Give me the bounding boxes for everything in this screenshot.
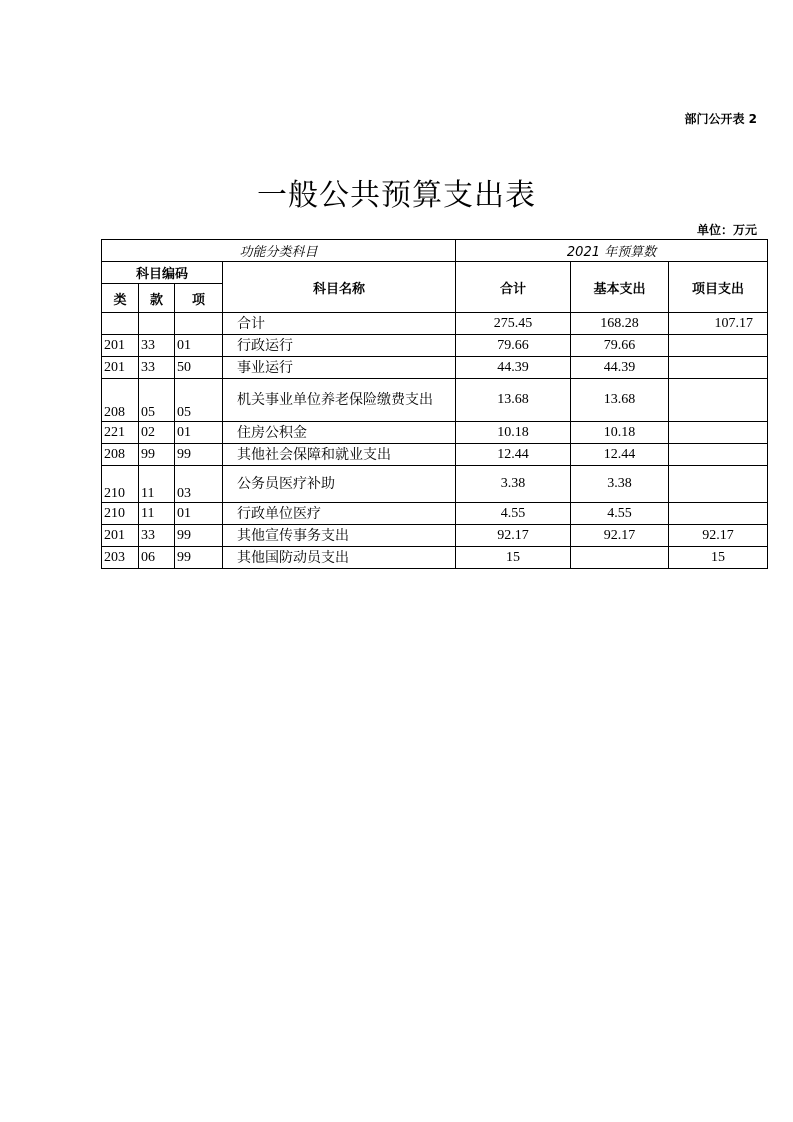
- table-row: [102, 379, 768, 422]
- row-project: [669, 335, 768, 357]
- row-lei: 201: [102, 357, 139, 379]
- row-xiang: 99: [175, 444, 223, 466]
- table-row: [102, 444, 768, 466]
- row-lei: 221: [102, 422, 139, 444]
- row-xiang: 01: [175, 335, 223, 357]
- row-project: [669, 379, 768, 422]
- row-basic: 13.68: [571, 379, 669, 422]
- table-row: [102, 422, 768, 444]
- table-row: [102, 503, 768, 525]
- header-xiang: 项: [175, 284, 223, 313]
- row-project: [669, 422, 768, 444]
- table-row: [102, 335, 768, 357]
- header-lei: 类: [102, 284, 139, 313]
- header-project-expenditure: 项目支出: [669, 262, 768, 313]
- row-kuan: 11: [139, 503, 175, 525]
- row-xiang: 99: [175, 547, 223, 569]
- form-number: 部门公开表 2: [684, 112, 757, 126]
- row-subject-name: 其他国防动员支出: [223, 547, 456, 569]
- row-basic: 44.39: [571, 357, 669, 379]
- row-kuan: 02: [139, 422, 175, 444]
- row-xiang: 03: [175, 466, 223, 503]
- page-title: 一般公共预算支出表: [257, 178, 536, 213]
- row-xiang: 05: [175, 379, 223, 422]
- table-row: [102, 466, 768, 503]
- row-basic: [571, 547, 669, 569]
- row-kuan: 11: [139, 466, 175, 503]
- budget-table: [101, 239, 768, 569]
- row-project: 15: [669, 547, 768, 569]
- row-kuan: 33: [139, 525, 175, 547]
- row-xiang: 01: [175, 422, 223, 444]
- row-xiang: 50: [175, 357, 223, 379]
- row-subject-name: 机关事业单位养老保险缴费支出: [223, 379, 456, 422]
- table-row: [102, 357, 768, 379]
- row-lei: 210: [102, 466, 139, 503]
- row-basic: 92.17: [571, 525, 669, 547]
- row-subject-name: 住房公积金: [223, 422, 456, 444]
- total-row-basic: 168.28: [571, 313, 669, 335]
- header-total: 合计: [456, 262, 571, 313]
- row-subject-name: 行政运行: [223, 335, 456, 357]
- row-basic: 79.66: [571, 335, 669, 357]
- header-functional-category: 功能分类科目: [102, 240, 456, 262]
- row-total: 4.55: [456, 503, 571, 525]
- row-total: 10.18: [456, 422, 571, 444]
- row-total: 44.39: [456, 357, 571, 379]
- row-project: 92.17: [669, 525, 768, 547]
- row-project: [669, 466, 768, 503]
- row-subject-name: 其他社会保障和就业支出: [223, 444, 456, 466]
- row-lei: 201: [102, 335, 139, 357]
- row-kuan: 06: [139, 547, 175, 569]
- table-row: [102, 525, 768, 547]
- row-total: 92.17: [456, 525, 571, 547]
- row-basic: 10.18: [571, 422, 669, 444]
- row-total: 12.44: [456, 444, 571, 466]
- header-row-group: [102, 240, 768, 262]
- total-row-project: 107.17: [669, 313, 768, 335]
- row-total: 15: [456, 547, 571, 569]
- row-project: [669, 503, 768, 525]
- row-project: [669, 444, 768, 466]
- row-subject-name: 行政单位医疗: [223, 503, 456, 525]
- header-kuan: 款: [139, 284, 175, 313]
- total-row: [102, 313, 768, 335]
- row-kuan: 33: [139, 335, 175, 357]
- row-total: 13.68: [456, 379, 571, 422]
- row-kuan: 33: [139, 357, 175, 379]
- row-xiang: 01: [175, 503, 223, 525]
- total-row-name: 合计: [223, 313, 456, 335]
- row-total: 3.38: [456, 466, 571, 503]
- row-lei: 208: [102, 379, 139, 422]
- header-row-code: [102, 262, 768, 284]
- row-lei: 210: [102, 503, 139, 525]
- row-total: 79.66: [456, 335, 571, 357]
- row-kuan: 05: [139, 379, 175, 422]
- header-budget-year: 2021 年预算数: [456, 240, 768, 262]
- row-basic: 12.44: [571, 444, 669, 466]
- unit-label: 单位：万元: [696, 223, 757, 237]
- total-row-total: 275.45: [456, 313, 571, 335]
- row-lei: 203: [102, 547, 139, 569]
- row-subject-name: 其他宣传事务支出: [223, 525, 456, 547]
- header-subject-name: 科目名称: [223, 262, 456, 313]
- row-subject-name: 公务员医疗补助: [223, 466, 456, 503]
- header-basic-expenditure: 基本支出: [571, 262, 669, 313]
- row-project: [669, 357, 768, 379]
- row-kuan: 99: [139, 444, 175, 466]
- row-lei: 208: [102, 444, 139, 466]
- row-basic: 4.55: [571, 503, 669, 525]
- row-basic: 3.38: [571, 466, 669, 503]
- header-subject-code: 科目编码: [102, 262, 223, 284]
- row-subject-name: 事业运行: [223, 357, 456, 379]
- row-xiang: 99: [175, 525, 223, 547]
- row-lei: 201: [102, 525, 139, 547]
- table-row: [102, 547, 768, 569]
